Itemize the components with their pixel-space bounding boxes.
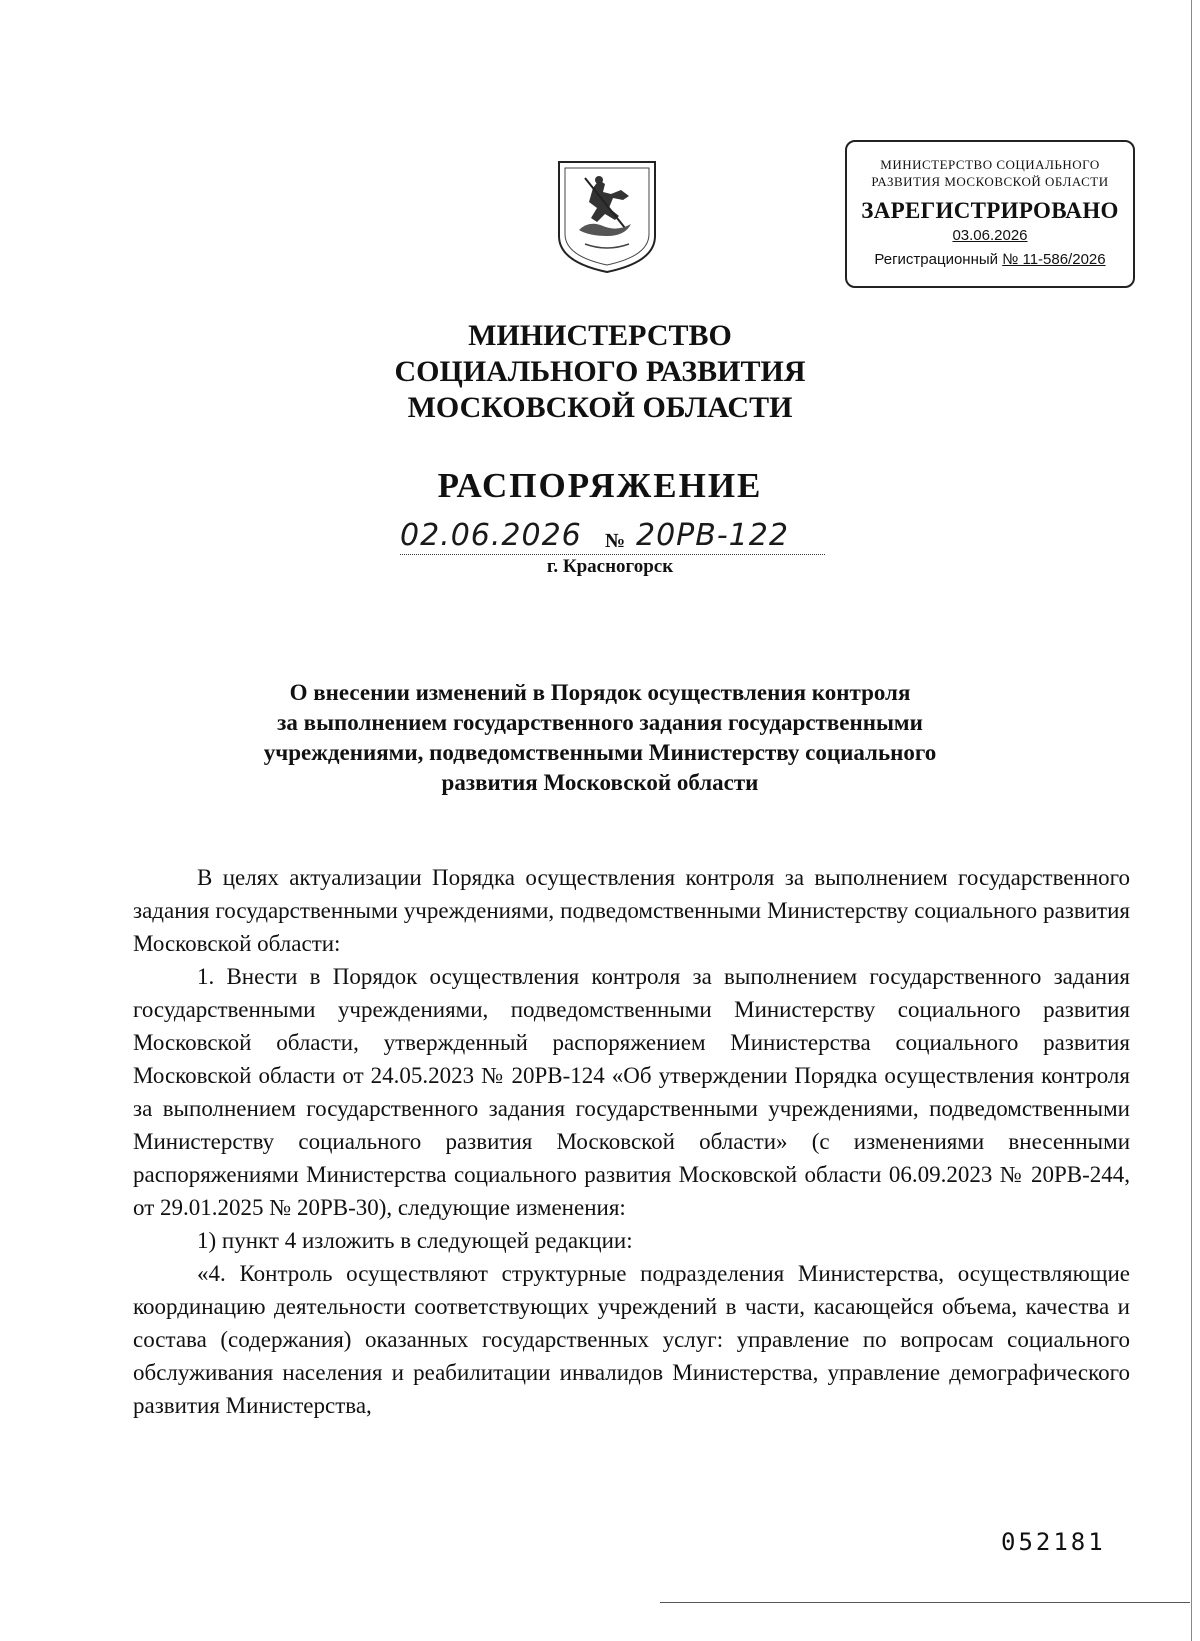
document-subject [0, 678, 1200, 798]
coat-of-arms-icon [555, 158, 659, 276]
city: г. Красногорск [546, 556, 674, 577]
handwritten-number: 20РВ-122 [636, 518, 789, 553]
handwritten-date: 02.06.2026 [400, 518, 582, 553]
stamp-org-line: МИНИСТЕРСТВО СОЦИАЛЬНОГО [880, 157, 1100, 172]
scan-edge-line [1191, 0, 1192, 1641]
stamp-organization [847, 156, 1133, 190]
date-underline [400, 554, 825, 555]
subject-line: О внесении изменений в Порядок осуществления контроля [289, 680, 911, 705]
stamp-status: ЗАРЕГИСТРИРОВАНО [861, 198, 1119, 223]
ministry-title-line: СОЦИАЛЬНОГО РАЗВИТИЯ [394, 355, 806, 388]
subject-line: учреждениями, подведомственными Министерству социального [263, 740, 937, 765]
subject-line: развития Московской области [441, 770, 759, 795]
date-number-line [400, 518, 840, 558]
stamp-registration-number [847, 251, 1133, 268]
document-type: РАСПОРЯЖЕНИЕ [437, 466, 763, 505]
ministry-title-line: МОСКОВСКОЙ ОБЛАСТИ [407, 391, 793, 424]
ministry-title [0, 318, 1200, 426]
body-paragraph: 1) пункт 4 изложить в следующей редакции: [197, 1228, 633, 1253]
subject-line: за выполнением государственного задания государственными [277, 710, 923, 735]
body-paragraph: «4. Контроль осуществляют структурные подразделения Министерства, осуществляющие координацию деятельности соответствующих учреждений в части, касающейся объема, качества и состава (содержания) оказанных государственных услуг: управление по вопросам социального обслуживания населения и реабилитации инвалидов Министерства, управление демографического развития Министерства, [133, 1261, 1130, 1418]
stamp-org-line: РАЗВИТИЯ МОСКОВСКОЙ ОБЛАСТИ [871, 174, 1109, 189]
stamp-number-value: № 11-586/2026 [1002, 251, 1106, 268]
stamp-date: 03.06.2026 [952, 227, 1028, 244]
body-paragraph: В целях актуализации Порядка осуществления контроля за выполнением государственного задания государственными учреждениями, подведомственными Министерству социального развития Московской области: [133, 865, 1130, 956]
serial-number: 052181 [1001, 1528, 1106, 1556]
stamp-number-label: Регистрационный [874, 251, 999, 268]
document-body [133, 861, 1130, 1422]
scan-edge-line [660, 1602, 1190, 1603]
number-sign: № [605, 530, 626, 552]
body-paragraph: 1. Внести в Порядок осуществления контроля за выполнением государственного задания государственными учреждениями, подведомственными Министерству социального развития Московской области, утвержденный распоряжением Министерства социального развития Московской области от 24.05.2023 № 20РВ-124 «Об утверждении Порядка осуществления контроля за выполнением государственного задания государственными учреждениями, подведомственными Министерству социального развития Московской области» (с изменениями внесенными распоряжениями Министерства социального развития Московской области 06.09.2023 № 20РВ-244, от 29.01.2025 № 20РВ-30), следующие изменения: [133, 964, 1130, 1220]
registration-stamp [845, 140, 1135, 288]
ministry-title-line: МИНИСТЕРСТВО [468, 319, 732, 352]
